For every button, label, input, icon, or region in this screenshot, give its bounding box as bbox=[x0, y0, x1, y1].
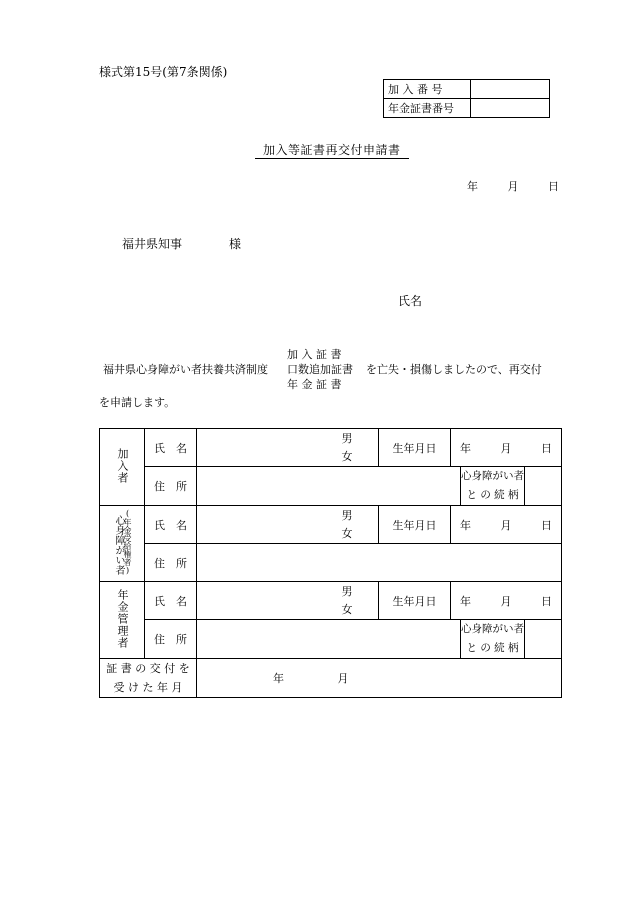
manager-birth-day: 日 bbox=[541, 594, 552, 608]
manager-sex[interactable] bbox=[342, 582, 379, 620]
disabled-address-label: 住 所 bbox=[145, 544, 197, 582]
disabled-name-label: 氏 名 bbox=[145, 506, 197, 544]
member-birth-day: 日 bbox=[541, 441, 552, 455]
member-relation-field[interactable] bbox=[525, 467, 562, 506]
issued-label bbox=[100, 659, 197, 698]
addressee-honorific: 様 bbox=[229, 237, 242, 251]
disabled-male: 男 bbox=[341, 508, 353, 522]
addressee-name: 福井県知事 bbox=[122, 237, 183, 251]
manager-male: 男 bbox=[341, 584, 353, 598]
form-number: 様式第15号(第7条関係) bbox=[99, 65, 228, 79]
member-address-field[interactable] bbox=[197, 467, 461, 506]
cert-option-units: 口数追加証書 bbox=[287, 363, 353, 376]
issued-field[interactable] bbox=[197, 659, 562, 698]
document-title: 加入等証書再交付申請書 bbox=[255, 141, 409, 159]
disabled-section-subtext: (年金受給権者) bbox=[123, 509, 132, 575]
disabled-birth-label: 生年月日 bbox=[379, 506, 451, 544]
cert-option-membership: 加 入 証 書 bbox=[287, 348, 342, 361]
disabled-birth-field[interactable] bbox=[451, 506, 562, 544]
issued-label-bottom: 受 け た 年 月 bbox=[113, 681, 183, 694]
manager-relation-bottom: と の 続 柄 bbox=[466, 642, 519, 654]
member-male: 男 bbox=[341, 431, 353, 445]
disabled-birth-month: 月 bbox=[500, 518, 512, 532]
issued-month: 月 bbox=[337, 672, 349, 685]
number-table bbox=[383, 79, 550, 118]
disabled-name-field[interactable] bbox=[197, 506, 342, 544]
disabled-female: 女 bbox=[341, 526, 353, 540]
manager-section-label bbox=[100, 582, 145, 659]
manager-relation-field[interactable] bbox=[525, 620, 562, 659]
member-birth-year: 年 bbox=[460, 441, 471, 455]
pension-number-field[interactable] bbox=[471, 99, 550, 118]
date-month: 月 bbox=[507, 180, 519, 193]
manager-birth-month: 月 bbox=[500, 594, 512, 608]
member-relation-label bbox=[461, 467, 525, 506]
disabled-address-field[interactable] bbox=[197, 544, 562, 582]
manager-relation-label bbox=[461, 620, 525, 659]
manager-birth-field[interactable] bbox=[451, 582, 562, 620]
body-line-start: 福井県心身障がい者扶養共済制度 bbox=[103, 363, 268, 376]
manager-birth-label: 生年月日 bbox=[379, 582, 451, 620]
member-sex[interactable] bbox=[342, 429, 379, 467]
manager-section-text: 年金管理者 bbox=[116, 588, 129, 649]
issued-year: 年 bbox=[273, 672, 284, 685]
member-name-label: 氏 名 bbox=[145, 429, 197, 467]
disabled-section-label bbox=[100, 506, 145, 582]
disabled-birth-day: 日 bbox=[541, 518, 552, 532]
membership-number-label: 加 入 番 号 bbox=[384, 80, 471, 99]
applicant-name-label: 氏名 bbox=[398, 294, 423, 308]
member-relation-top: 心身障がい者 bbox=[461, 470, 524, 482]
body-line-2: を申請します。 bbox=[99, 396, 176, 409]
manager-name-field[interactable] bbox=[197, 582, 342, 620]
member-birth-label: 生年月日 bbox=[379, 429, 451, 467]
member-section-label bbox=[100, 429, 145, 506]
manager-female: 女 bbox=[341, 602, 353, 616]
member-birth-field[interactable] bbox=[451, 429, 562, 467]
cert-option-pension: 年 金 証 書 bbox=[287, 378, 342, 391]
date-day: 日 bbox=[548, 180, 559, 193]
member-relation-bottom: と の 続 柄 bbox=[466, 489, 519, 501]
pension-number-label: 年金証書番号 bbox=[384, 99, 471, 118]
disabled-birth-year: 年 bbox=[460, 518, 471, 532]
body-line-end: を亡失・損傷しましたので、再交付 bbox=[366, 363, 542, 376]
member-address-label: 住 所 bbox=[145, 467, 197, 506]
disabled-section-text: 心身障がい者 bbox=[113, 515, 124, 575]
manager-birth-year: 年 bbox=[460, 594, 471, 608]
member-birth-month: 月 bbox=[500, 441, 512, 455]
application-date bbox=[467, 178, 559, 194]
disabled-sex[interactable] bbox=[342, 506, 379, 544]
applicant-table bbox=[99, 428, 562, 698]
member-name-field[interactable] bbox=[197, 429, 342, 467]
manager-name-label: 氏 名 bbox=[145, 582, 197, 620]
member-female: 女 bbox=[341, 449, 353, 463]
member-section-text: 加入者 bbox=[116, 447, 129, 484]
date-year: 年 bbox=[467, 180, 478, 193]
membership-number-field[interactable] bbox=[471, 80, 550, 99]
manager-relation-top: 心身障がい者 bbox=[461, 623, 524, 635]
issued-label-top: 証 書 の 交 付 を bbox=[106, 662, 190, 675]
manager-address-label: 住 所 bbox=[145, 620, 197, 659]
manager-address-field[interactable] bbox=[197, 620, 461, 659]
